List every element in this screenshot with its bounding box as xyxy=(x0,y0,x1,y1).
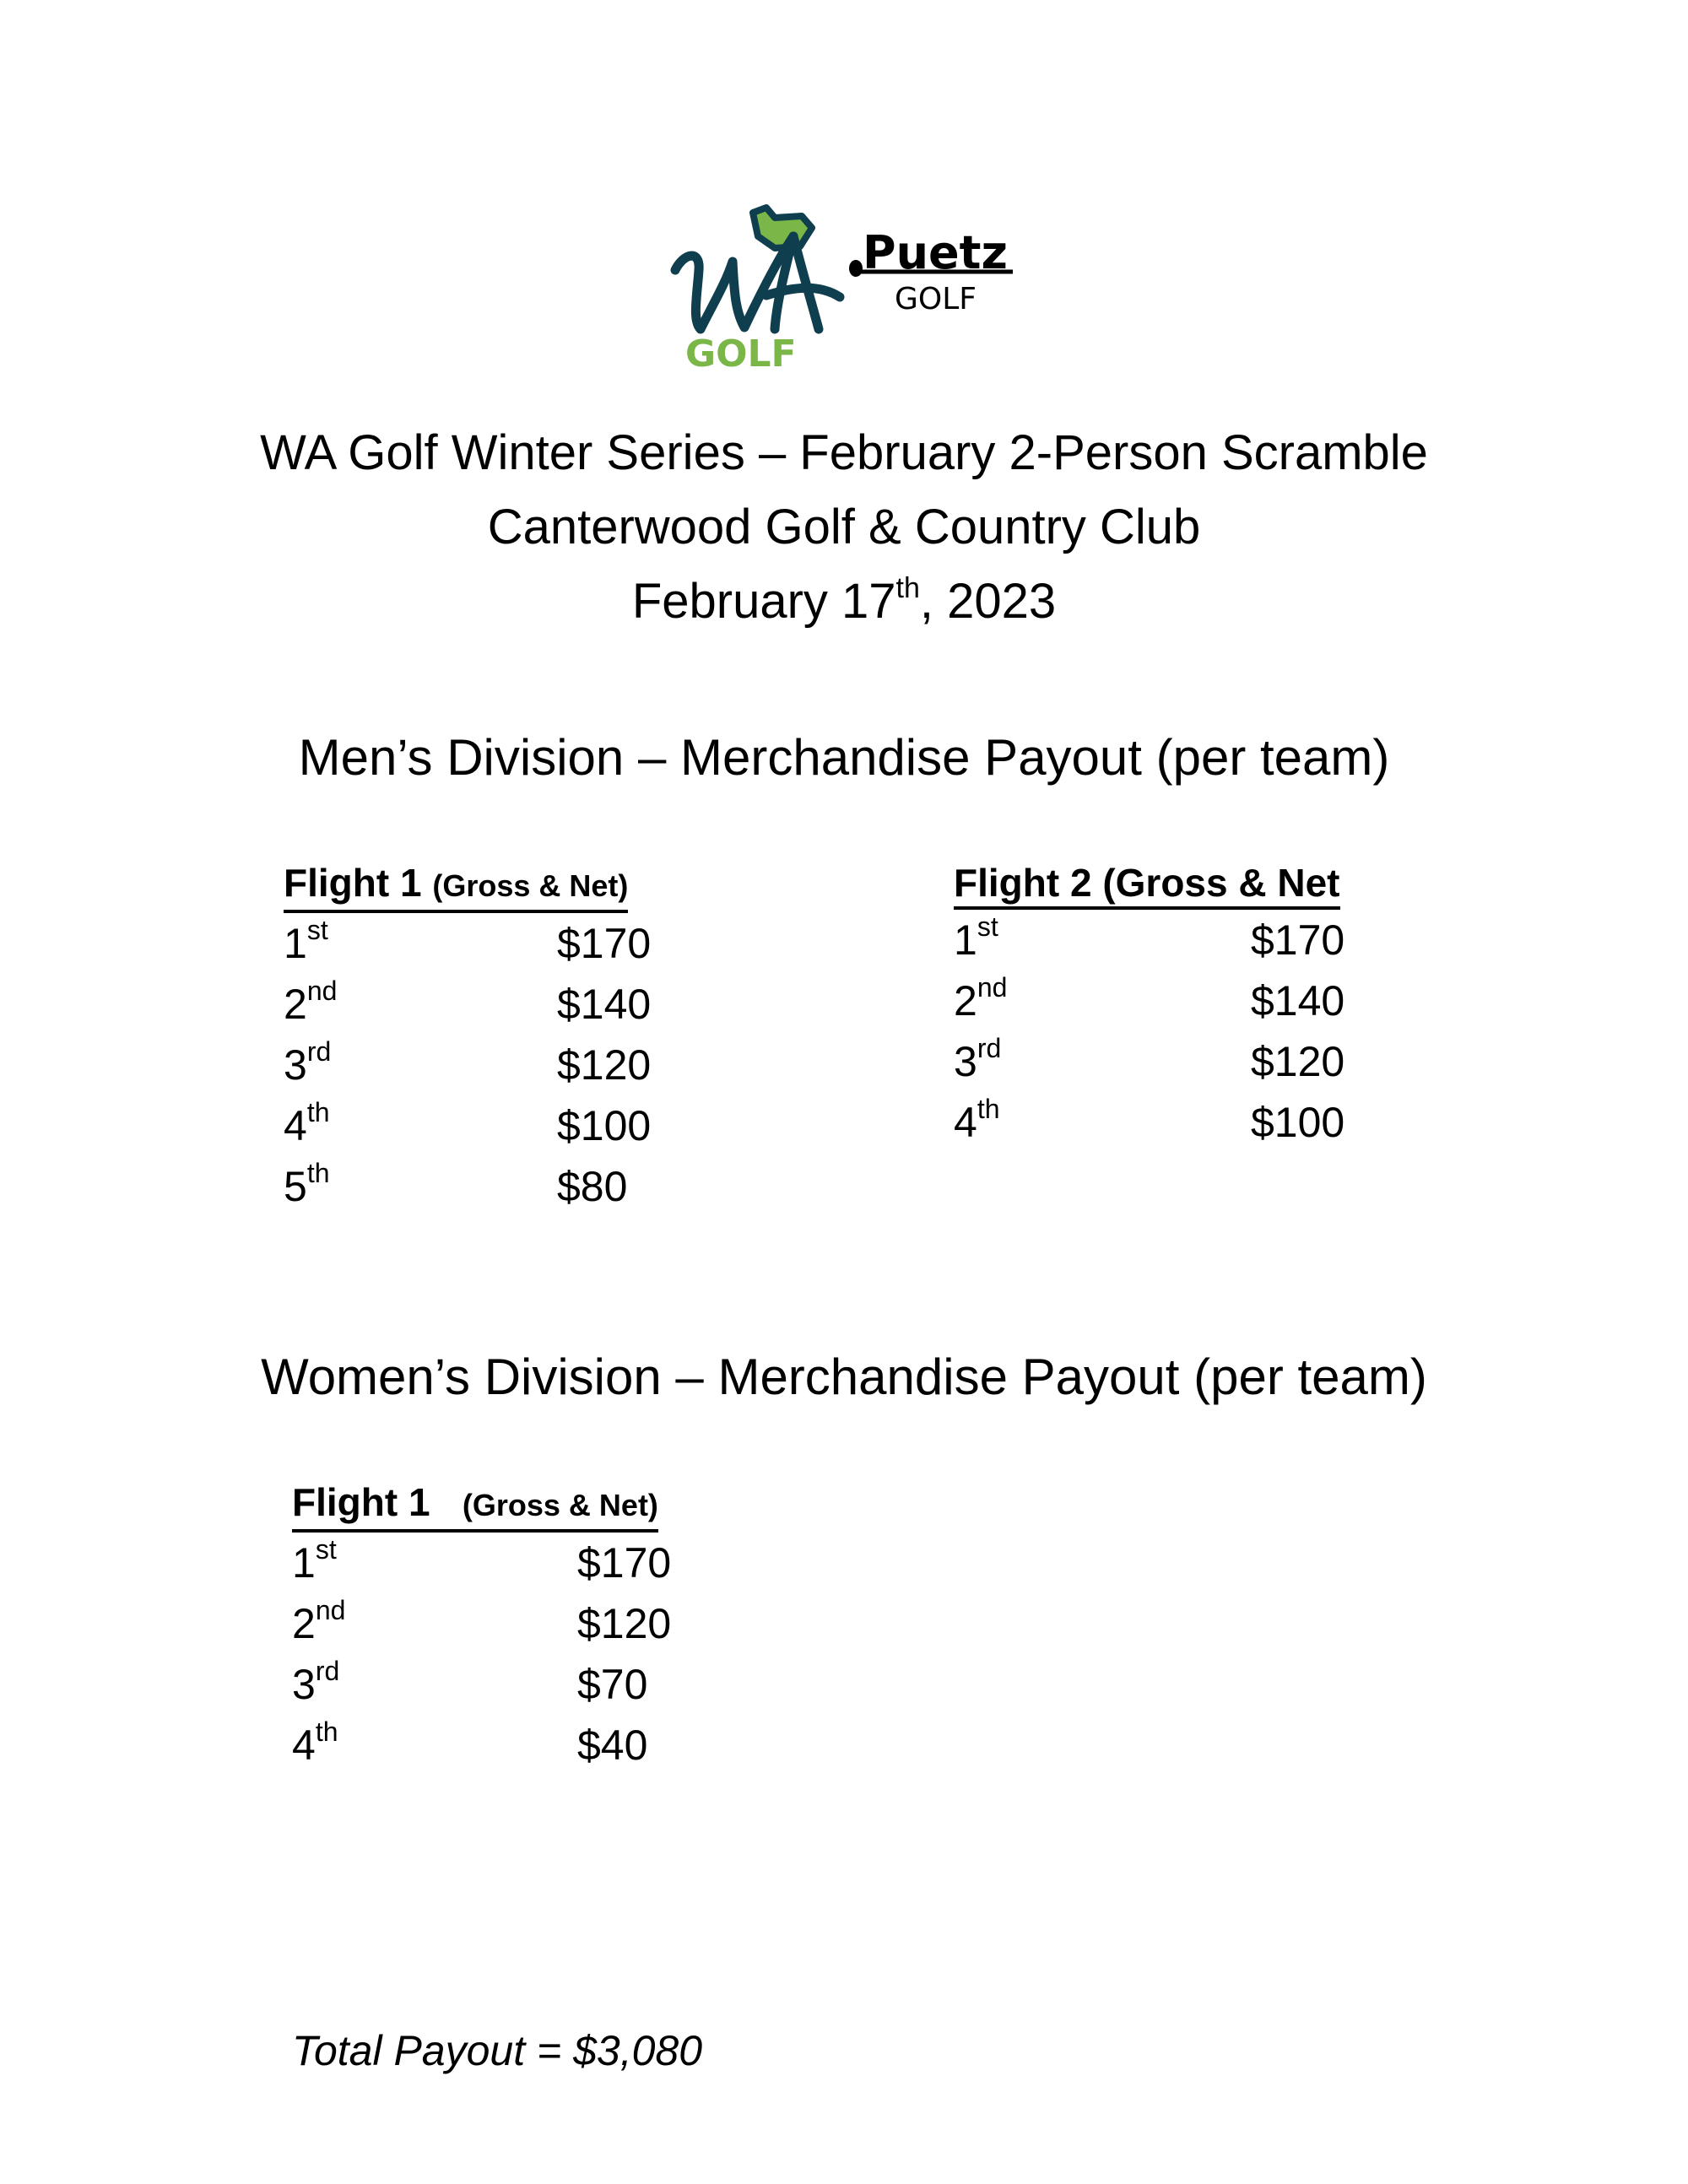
total-payout: Total Payout = $3,080 xyxy=(292,2027,703,2074)
wa-golf-logo-icon xyxy=(667,203,1030,371)
payout-row: 1st $170 xyxy=(292,1534,672,1587)
payout-row: 3rd $120 xyxy=(284,1036,652,1089)
golf-club-icon xyxy=(849,260,863,277)
sponsor-logos xyxy=(667,203,1030,371)
payout-row: 2nd $140 xyxy=(284,976,652,1028)
wa-golf-wordmark: GOLF xyxy=(685,332,797,371)
event-date xyxy=(0,572,1688,631)
flight-header: Flight 1 (Gross & Net) xyxy=(284,859,628,913)
payout-row: 2nd $140 xyxy=(954,972,1345,1024)
flight-header: Flight 1 (Gross & Net) xyxy=(292,1479,658,1533)
payout-row: 1st $170 xyxy=(954,911,1345,964)
mens-division-header: Men’s Division – Merchandise Payout (per team) xyxy=(298,729,1390,786)
date-year: , 2023 xyxy=(919,574,1057,629)
payout-row: 1st $170 xyxy=(284,915,652,967)
payout-row: 3rd $120 xyxy=(954,1033,1345,1085)
date-ordinal: th xyxy=(895,572,920,604)
venue-name: Canterwood Golf & Country Club xyxy=(487,500,1201,554)
mens-flight-2 xyxy=(954,859,1345,1153)
payout-row: 4th $100 xyxy=(954,1094,1345,1146)
payout-row: 4th $100 xyxy=(284,1097,652,1149)
womens-flight-1 xyxy=(292,1479,672,1776)
payout-row: 5th $80 xyxy=(284,1158,628,1210)
puetz-wordmark: Puetz xyxy=(863,226,1008,279)
event-title: WA Golf Winter Series – February 2-Person Scramble xyxy=(260,425,1428,480)
payout-row: 2nd $120 xyxy=(292,1595,672,1647)
flight-header: Flight 2 (Gross & Net xyxy=(954,859,1340,910)
date-prefix: February 17 xyxy=(631,574,896,629)
puetz-golf-subword: GOLF xyxy=(895,282,977,316)
mens-flight-1 xyxy=(284,859,652,1217)
payout-row: 3rd $70 xyxy=(292,1656,648,1708)
payout-row: 4th $40 xyxy=(292,1716,648,1769)
womens-division-header: Women’s Division – Merchandise Payout (per team) xyxy=(261,1349,1427,1405)
